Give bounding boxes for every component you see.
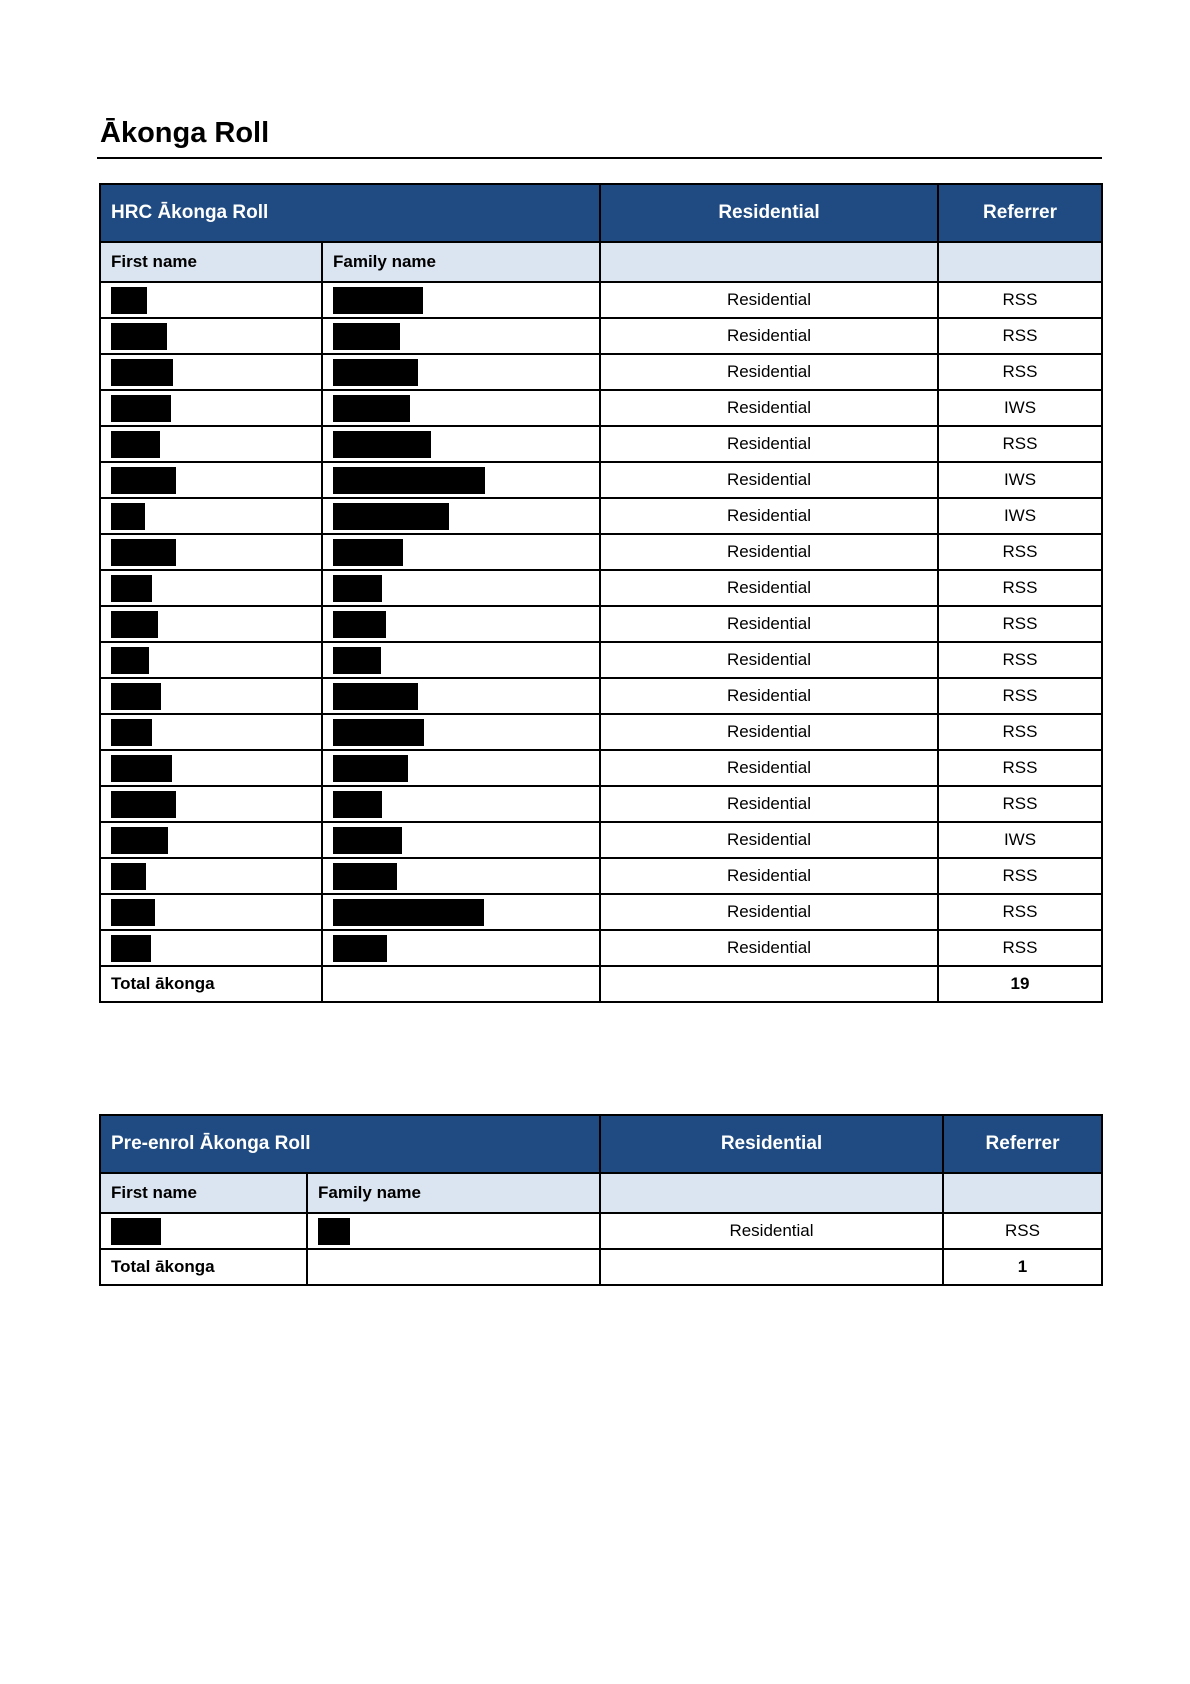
table-row [100, 714, 1102, 750]
referrer-cell: IWS [938, 498, 1102, 534]
first-name-header: First name [100, 1173, 307, 1213]
first-name-cell [100, 714, 322, 750]
redaction-block [111, 611, 158, 638]
total-empty-cell [307, 1249, 600, 1285]
residential-header: Residential [600, 1115, 943, 1173]
residential-subheader [600, 242, 938, 282]
residential-cell: Residential [600, 786, 938, 822]
redaction-block [333, 899, 484, 926]
first-name-cell [100, 858, 322, 894]
referrer-subheader [943, 1173, 1102, 1213]
referrer-cell: RSS [938, 642, 1102, 678]
family-name-cell [322, 570, 600, 606]
redaction-block [333, 863, 397, 890]
first-name-cell [100, 462, 322, 498]
referrer-cell: RSS [938, 858, 1102, 894]
redaction-block [333, 791, 382, 818]
family-name-cell [322, 606, 600, 642]
total-label: Total ākonga [100, 1249, 307, 1285]
first-name-cell [100, 390, 322, 426]
redaction-block [111, 647, 149, 674]
family-name-cell [322, 282, 600, 318]
referrer-cell: RSS [938, 426, 1102, 462]
referrer-cell: RSS [938, 282, 1102, 318]
table-row [100, 462, 1102, 498]
residential-cell: Residential [600, 498, 938, 534]
referrer-cell: RSS [938, 714, 1102, 750]
first-name-cell [100, 282, 322, 318]
redaction-block [333, 719, 424, 746]
table-row [100, 1213, 1102, 1249]
residential-cell: Residential [600, 462, 938, 498]
redaction-block [111, 575, 152, 602]
hrc-roll-table [99, 183, 1103, 1003]
table-row [100, 606, 1102, 642]
family-name-cell [322, 858, 600, 894]
redaction-block [111, 467, 176, 494]
family-name-cell [322, 498, 600, 534]
redaction-block [333, 359, 418, 386]
referrer-cell: IWS [938, 822, 1102, 858]
residential-cell: Residential [600, 858, 938, 894]
redaction-block [333, 431, 431, 458]
residential-cell: Residential [600, 534, 938, 570]
residential-cell: Residential [600, 282, 938, 318]
redaction-block [111, 683, 161, 710]
family-name-cell [322, 534, 600, 570]
family-name-cell [322, 786, 600, 822]
referrer-cell: RSS [938, 570, 1102, 606]
table-row [100, 318, 1102, 354]
table-row [100, 534, 1102, 570]
redaction-block [333, 575, 382, 602]
redaction-block [333, 755, 408, 782]
referrer-cell: RSS [938, 318, 1102, 354]
residential-cell: Residential [600, 318, 938, 354]
referrer-cell: RSS [938, 750, 1102, 786]
referrer-cell: RSS [938, 894, 1102, 930]
pre-enrol-roll-table [99, 1114, 1103, 1286]
redaction-block [111, 395, 171, 422]
first-name-cell [100, 750, 322, 786]
residential-cell: Residential [600, 570, 938, 606]
residential-cell: Residential [600, 714, 938, 750]
table-row [100, 390, 1102, 426]
first-name-cell [100, 354, 322, 390]
residential-cell: Residential [600, 642, 938, 678]
family-name-cell [322, 714, 600, 750]
table-row [100, 822, 1102, 858]
total-value: 19 [938, 966, 1102, 1002]
redaction-block [333, 611, 386, 638]
redaction-block [111, 359, 173, 386]
residential-cell: Residential [600, 894, 938, 930]
referrer-cell: IWS [938, 390, 1102, 426]
first-name-cell [100, 1213, 307, 1249]
residential-cell: Residential [600, 750, 938, 786]
page-title: Ākonga Roll [100, 117, 270, 149]
redaction-block [333, 287, 423, 314]
first-name-cell [100, 534, 322, 570]
redaction-block [333, 503, 449, 530]
family-name-cell [322, 642, 600, 678]
redaction-block [333, 827, 402, 854]
table-row [100, 642, 1102, 678]
residential-cell: Residential [600, 1213, 943, 1249]
referrer-cell: RSS [938, 786, 1102, 822]
redaction-block [333, 467, 485, 494]
redaction-block [111, 899, 155, 926]
redaction-block [111, 539, 176, 566]
table-row [100, 498, 1102, 534]
redaction-block [111, 791, 176, 818]
table-row [100, 894, 1102, 930]
referrer-cell: RSS [938, 930, 1102, 966]
referrer-cell: RSS [938, 678, 1102, 714]
redaction-block [111, 503, 145, 530]
family-name-cell [322, 318, 600, 354]
residential-cell: Residential [600, 822, 938, 858]
family-name-header: Family name [307, 1173, 600, 1213]
redaction-block [333, 539, 403, 566]
redaction-block [333, 683, 418, 710]
referrer-header: Referrer [938, 184, 1102, 242]
redaction-block [111, 719, 152, 746]
referrer-cell: RSS [938, 534, 1102, 570]
first-name-cell [100, 678, 322, 714]
family-name-cell [322, 354, 600, 390]
total-value: 1 [943, 1249, 1102, 1285]
residential-header: Residential [600, 184, 938, 242]
redaction-block [111, 287, 147, 314]
first-name-cell [100, 894, 322, 930]
first-name-cell [100, 642, 322, 678]
table-row [100, 858, 1102, 894]
redaction-block [333, 647, 381, 674]
family-name-cell [307, 1213, 600, 1249]
first-name-cell [100, 822, 322, 858]
table-row [100, 750, 1102, 786]
referrer-subheader [938, 242, 1102, 282]
family-name-cell [322, 678, 600, 714]
first-name-cell [100, 930, 322, 966]
redaction-block [333, 323, 400, 350]
first-name-cell [100, 318, 322, 354]
referrer-header: Referrer [943, 1115, 1102, 1173]
family-name-cell [322, 930, 600, 966]
table-row [100, 570, 1102, 606]
roll-title: Pre-enrol Ākonga Roll [100, 1115, 600, 1173]
first-name-cell [100, 786, 322, 822]
table-row [100, 930, 1102, 966]
redaction-block [111, 863, 146, 890]
residential-cell: Residential [600, 390, 938, 426]
redaction-block [318, 1218, 350, 1245]
first-name-header: First name [100, 242, 322, 282]
total-empty-cell [600, 1249, 943, 1285]
table-row [100, 786, 1102, 822]
total-empty-cell [322, 966, 600, 1002]
table-row [100, 282, 1102, 318]
redaction-block [111, 827, 168, 854]
redaction-block [111, 755, 172, 782]
family-name-cell [322, 750, 600, 786]
referrer-cell: IWS [938, 462, 1102, 498]
first-name-cell [100, 498, 322, 534]
referrer-cell: RSS [943, 1213, 1102, 1249]
table-row [100, 426, 1102, 462]
referrer-cell: RSS [938, 354, 1102, 390]
family-name-cell [322, 822, 600, 858]
title-divider [97, 157, 1102, 159]
referrer-cell: RSS [938, 606, 1102, 642]
table-row [100, 354, 1102, 390]
first-name-cell [100, 570, 322, 606]
family-name-cell [322, 390, 600, 426]
residential-cell: Residential [600, 930, 938, 966]
residential-subheader [600, 1173, 943, 1213]
family-name-cell [322, 462, 600, 498]
family-name-cell [322, 894, 600, 930]
residential-cell: Residential [600, 354, 938, 390]
redaction-block [333, 935, 387, 962]
residential-cell: Residential [600, 678, 938, 714]
first-name-cell [100, 606, 322, 642]
redaction-block [111, 1218, 161, 1245]
redaction-block [111, 935, 151, 962]
redaction-block [333, 395, 410, 422]
first-name-cell [100, 426, 322, 462]
total-label: Total ākonga [100, 966, 322, 1002]
redaction-block [111, 431, 160, 458]
total-empty-cell [600, 966, 938, 1002]
redaction-block [111, 323, 167, 350]
family-name-cell [322, 426, 600, 462]
residential-cell: Residential [600, 426, 938, 462]
family-name-header: Family name [322, 242, 600, 282]
table-row [100, 678, 1102, 714]
roll-title: HRC Ākonga Roll [100, 184, 600, 242]
residential-cell: Residential [600, 606, 938, 642]
